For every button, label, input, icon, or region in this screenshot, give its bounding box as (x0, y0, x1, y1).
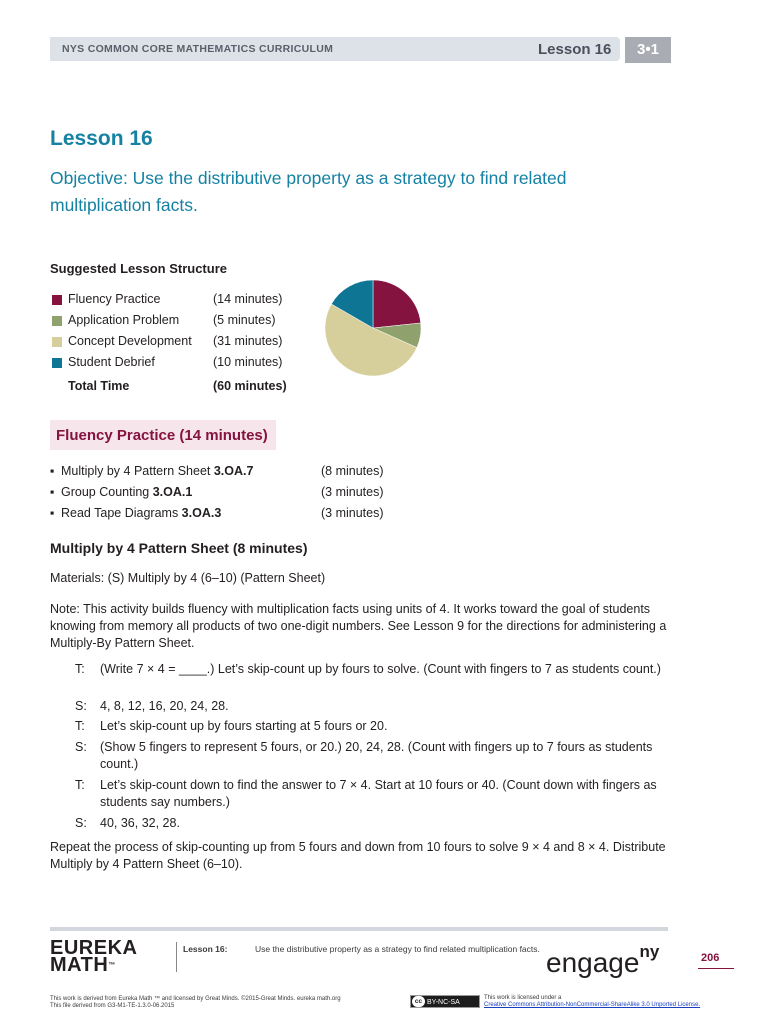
structure-item-minutes: (14 minutes) (213, 292, 283, 306)
dialogue-text: (Write 7 × 4 = ____.) Let’s skip-count up by fours to solve. (Count with fingers to 7 as students count.) (100, 662, 661, 676)
logo-line1: EUREKA (50, 937, 138, 959)
cc-icon: cc (412, 996, 425, 1007)
structure-item-label: Concept Development (68, 334, 192, 348)
fluency-item-standard: 3.OA.3 (181, 506, 222, 520)
fluency-item-label: Read Tape Diagrams (61, 506, 182, 520)
cc-badge-text: BY-NC-SA (427, 999, 460, 1006)
dialogue-speaker: S: (75, 740, 87, 754)
materials-text: Materials: (S) Multiply by 4 (6–10) (Pattern Sheet) (50, 571, 326, 585)
structure-item-label: Fluency Practice (68, 292, 161, 306)
fluency-item-minutes: (3 minutes) (321, 506, 384, 520)
footer-rule (50, 927, 668, 931)
footer-divider (176, 942, 177, 972)
fluency-heading: Fluency Practice (14 minutes) (56, 427, 268, 444)
bullet-icon: ▪ (50, 464, 55, 478)
total-time-minutes: (60 minutes) (213, 379, 287, 393)
lesson-objective: Objective: Use the distributive property as a strategy to find related multiplication facts. (50, 168, 567, 215)
license-text (484, 995, 744, 1009)
dialogue (50, 661, 670, 836)
fluency-item-minutes: (3 minutes) (321, 485, 384, 499)
pie-slice-fluency-practice (373, 280, 421, 328)
cc-license-badge (410, 995, 480, 1008)
structure-item-label: Student Debrief (68, 355, 155, 369)
total-time-label: Total Time (68, 379, 130, 393)
footer-credit (50, 996, 390, 1010)
curriculum-title: NYS COMMON CORE MATHEMATICS CURRICULUM (62, 43, 334, 55)
fluency-item-label: Multiply by 4 Pattern Sheet (61, 464, 214, 478)
structure-title: Suggested Lesson Structure (50, 261, 227, 276)
lesson-structure-pie-chart (322, 277, 424, 379)
logo-trademark: ™ (108, 962, 116, 969)
structure-item-minutes: (31 minutes) (213, 334, 283, 348)
legend-swatch (52, 295, 62, 305)
fluency-item-standard: 3.OA.1 (152, 485, 193, 499)
bullet-icon: ▪ (50, 485, 55, 499)
brand-sup: ny (639, 942, 660, 961)
dialogue-text: Let’s skip-count down to find the answer to 7 × 4. Start at 10 fours or 40. (Count down with fingers as students say numbers.) (100, 778, 657, 809)
closing-text: Repeat the process of skip-counting up from 5 fours and down from 10 fours to solve 9 × 4 and 8 × 4. Distribute Multiply by 4 Pattern Sheet (6–10). (50, 840, 666, 871)
brand-text: engage (546, 947, 640, 978)
logo-line2: MATH (50, 954, 109, 976)
structure-item-minutes: (10 minutes) (213, 355, 283, 369)
dialogue-text: Let’s skip-count up by fours starting at 5 fours or 20. (100, 719, 388, 733)
note-text: Note: This activity builds fluency with multiplication facts using units of 4. It works toward the goal of students knowing from memory all products of two one-digit numbers. See Lesson 9 for the directions for administering a Multiply-By Pattern Sheet. (50, 602, 667, 650)
section-heading: Multiply by 4 Pattern Sheet (8 minutes) (50, 540, 308, 556)
page-number-rule (698, 968, 734, 969)
eureka-math-logo (50, 937, 138, 976)
structure-item-minutes: (5 minutes) (213, 313, 276, 327)
fluency-item-standard: 3.OA.7 (213, 464, 254, 478)
structure-item-label: Application Problem (68, 313, 180, 327)
credit-line1: This work is derived from Eureka Math ™ and licensed by Great Minds. ©2015-Great Minds. eureka math.org (50, 996, 341, 1002)
dialogue-speaker: S: (75, 816, 87, 830)
dialogue-speaker: S: (75, 699, 87, 713)
page-number: 206 (701, 952, 720, 964)
dialogue-text: (Show 5 fingers to represent 5 fours, or 20.) 20, 24, 28. (Count with fingers up to 7 fours as students count.) (100, 740, 653, 771)
footer-lesson: Lesson 16: (183, 944, 228, 954)
fluency-item-minutes: (8 minutes) (321, 464, 384, 478)
grade-module-badge: 3•1 (624, 36, 672, 64)
license-link[interactable]: Creative Commons Attribution-NonCommercial-ShareAlike 3.0 Unported License. (484, 1002, 701, 1008)
engageny-logo (546, 942, 659, 979)
dialogue-speaker: T: (75, 662, 85, 676)
header-lesson: Lesson 16 (538, 41, 612, 58)
legend-swatch (52, 316, 62, 326)
dialogue-text: 4, 8, 12, 16, 20, 24, 28. (100, 699, 229, 713)
fluency-item-label: Group Counting (61, 485, 153, 499)
lesson-title: Lesson 16 (50, 127, 153, 150)
credit-line2: This file derived from G3-M1-TE-1.3.0-06.2015 (50, 1003, 175, 1009)
license-intro: This work is licensed under a (484, 995, 562, 1001)
dialogue-speaker: T: (75, 778, 85, 792)
bullet-icon: ▪ (50, 506, 55, 520)
legend-swatch (52, 358, 62, 368)
footer-objective: Use the distributive property as a strategy to find related multiplication facts. (255, 944, 540, 954)
dialogue-speaker: T: (75, 719, 85, 733)
legend-swatch (52, 337, 62, 347)
dialogue-text: 40, 36, 32, 28. (100, 816, 180, 830)
